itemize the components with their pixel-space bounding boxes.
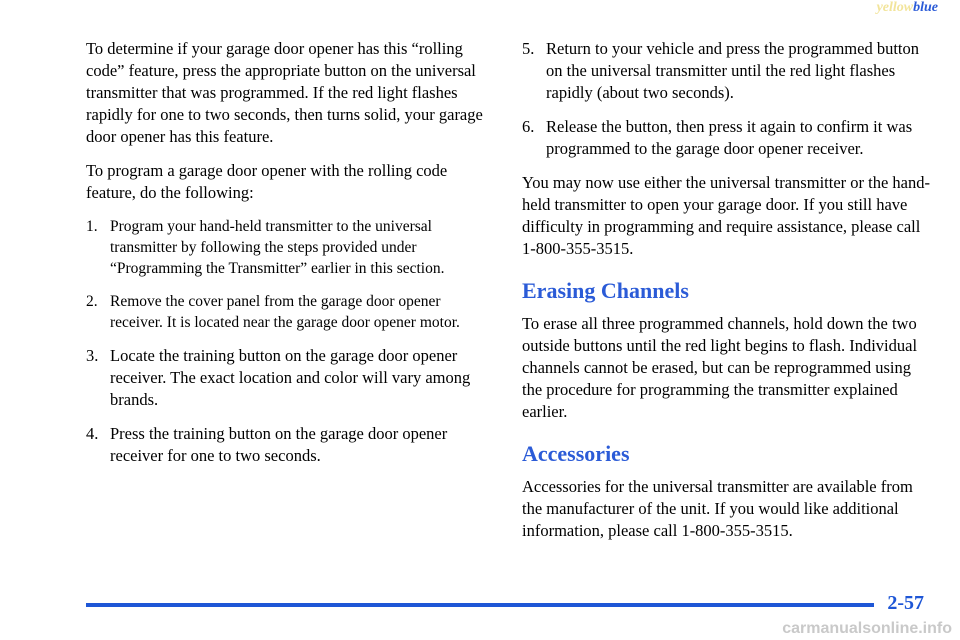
accessories-heading: Accessories	[522, 441, 630, 466]
step-text: Release the button, then press it again to confirm it was programmed to the garage door opener receiver.	[546, 117, 913, 158]
footer-rule	[86, 603, 874, 607]
erasing-channels-heading: Erasing Channels	[522, 278, 689, 303]
erasing-channels-paragraph: To erase all three programmed channels, hold down the two outside buttons until the red light begins to flash. Individual channels cannot be erased, but can be reprogrammed using the procedure for programming the transmitter explained earlier.	[522, 314, 918, 421]
intro-paragraph: To determine if your garage door opener has this “rolling code” feature, press the appropriate button on the universal transmitter that was programmed. If the red light flashes rapidly for one to two seconds, then turns solid, your garage door opener has this feature.	[86, 39, 483, 146]
list-item	[522, 116, 932, 160]
list-item	[522, 38, 932, 104]
color-tag-yellow: yellow	[876, 0, 914, 15]
assistance-paragraph: You may now use either the universal transmitter or the hand-held transmitter to open your garage door. If you still have difficulty in programming and require assistance, please call 1-800-355-3515.	[522, 173, 930, 258]
step-text: Program your hand-held transmitter to the universal transmitter by following the steps provided under “Programming the Transmitter” earlier in this section.	[110, 218, 445, 277]
step-text: Return to your vehicle and press the programmed button on the universal transmitter until the red light flashes rapidly (about two seconds).	[546, 39, 919, 102]
step-number: 3.	[86, 346, 99, 365]
steps-list-right	[522, 38, 932, 160]
right-column	[522, 38, 932, 542]
page-number: 2-57	[887, 592, 924, 614]
watermark: carmanualsonline.info	[782, 620, 952, 637]
left-column	[86, 38, 494, 479]
accessories-paragraph: Accessories for the universal transmitter are available from the manufacturer of the unit. If you would like additional information, please call 1-800-355-3515.	[522, 477, 913, 540]
step-number: 2.	[86, 293, 98, 310]
list-item	[86, 291, 494, 333]
step-text: Remove the cover panel from the garage door opener receiver. It is located near the garage door opener motor.	[110, 293, 460, 331]
steps-list-left	[86, 216, 494, 467]
step-text: Press the training button on the garage door opener receiver for one to two seconds.	[110, 424, 448, 465]
step-number: 5.	[522, 39, 535, 58]
program-intro-paragraph: To program a garage door opener with the rolling code feature, do the following:	[86, 161, 448, 202]
step-text: Locate the training button on the garage door opener receiver. The exact location and color will vary among brands.	[110, 346, 471, 409]
step-number: 6.	[522, 117, 535, 136]
list-item	[86, 345, 494, 411]
step-number: 1.	[86, 218, 98, 235]
color-tag	[877, 0, 938, 16]
step-number: 4.	[86, 424, 99, 443]
list-item	[86, 216, 494, 279]
color-tag-blue: blue	[913, 0, 938, 15]
list-item	[86, 423, 494, 467]
